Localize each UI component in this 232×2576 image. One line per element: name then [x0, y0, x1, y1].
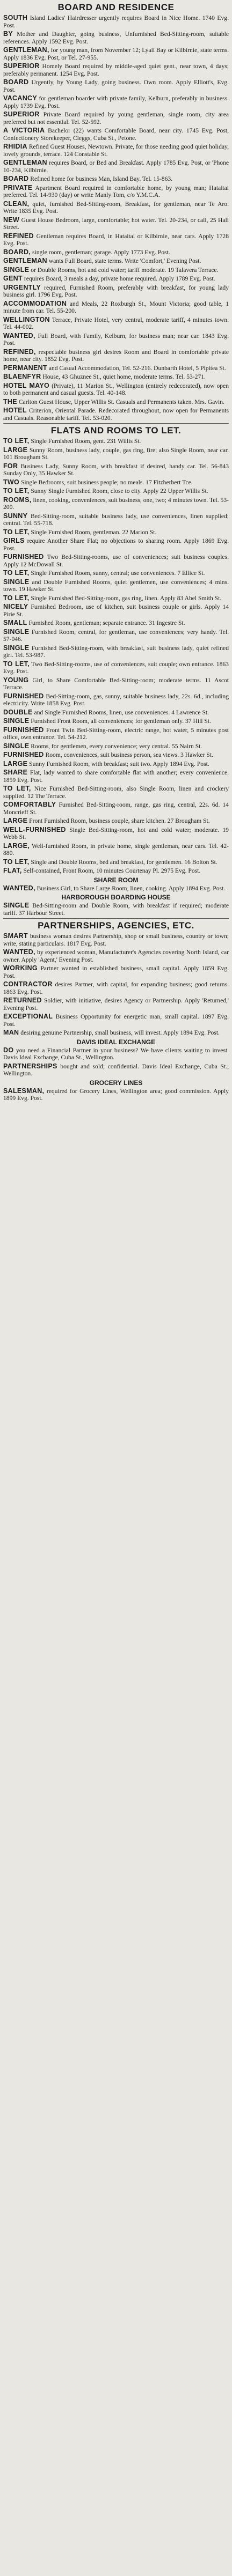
classified-ad	[3, 513, 229, 527]
ad-body: Bachelor (22) wants Comfortable Board, near city. 1745 Evg. Post, Confectionery Storekeeper, Cleggs, Cuba St., Petone.	[3, 127, 229, 142]
ad-lead-word: CLEAN,	[3, 200, 30, 208]
ad-body: quiet, furnished Bed-Sitting-room, Breakfast, for gentleman, near Te Aro. Write 1835 Evg. Post.	[3, 200, 229, 215]
ad-body: Business Lady, Sunny Room, with breakfast if desired, handy car. Tel. 56-843 Sunday Only, 35 Hawker St.	[3, 462, 229, 477]
ad-lead-word: TO LET,	[3, 594, 30, 602]
classified-ad	[3, 95, 229, 109]
ad-lead-word: BOARD	[3, 175, 29, 182]
section-davis	[3, 1038, 229, 1077]
ad-lead-word: LARGE,	[3, 842, 30, 850]
classified-ad	[3, 267, 229, 274]
ad-lead-word: SMART	[3, 932, 28, 940]
ad-list	[3, 438, 229, 875]
ad-body: and Casual Accommodation, Tel. 52-216. Dunbarth Hotel, 5 Pipitea St.	[48, 364, 226, 372]
ad-lead-word: MAN	[3, 1029, 19, 1036]
ad-body: Terrace, Private Hotel, very central, moderate tariff, 4 minutes town. Tel. 44-002.	[3, 316, 229, 330]
ad-lead-word: LARGE	[3, 817, 28, 824]
ad-body: Refined home for business Man, Island Bay. Tel. 15-863.	[30, 175, 173, 182]
classified-ad	[3, 727, 229, 741]
classified-ad	[3, 497, 229, 511]
ad-lead-word: BOARD,	[3, 248, 31, 256]
ad-lead-word: PERMANENT	[3, 364, 47, 372]
ad-lead-word: WELLINGTON	[3, 315, 50, 323]
classified-ad	[3, 1029, 229, 1037]
section-partnerships	[3, 920, 229, 1037]
classified-ad	[3, 661, 229, 675]
ad-lead-word: RHIDIA	[3, 143, 27, 150]
ad-list	[3, 14, 229, 422]
ad-body: Single and Double Rooms, bed and breakfast, for gentlemen. 16 Bolton St.	[31, 858, 218, 866]
classified-ad	[3, 111, 229, 126]
ad-body: single room, gentleman; garage. Apply 1773 Evg. Post.	[32, 248, 170, 256]
classified-ad	[3, 479, 229, 486]
ad-body: Full Board, with Family, Kelburn, for business man; near car. 1843 Evg. Post.	[3, 332, 229, 346]
ad-body: Single Bed-Sitting-room, hot and cold water; moderate. 19 Webb St.	[3, 826, 229, 840]
ad-lead-word: TO LET,	[3, 858, 30, 866]
classified-ad	[3, 619, 229, 627]
ad-body: Furnished Room, gentleman; separate entrance. 31 Ingestre St.	[28, 619, 185, 626]
classified-ad	[3, 257, 229, 265]
ad-lead-word: SOUTH	[3, 14, 28, 21]
ad-lead-word: BOARD	[3, 78, 29, 86]
ad-body: Single Furnished Room, sunny, central; use conveniences. 7 Ellice St.	[31, 570, 205, 577]
classified-ad	[3, 1063, 229, 1077]
ad-lead-word: FURNISHED	[3, 692, 44, 700]
ad-body: Refined Guest Houses, Newtown. Private, for those needing good quiet holiday, lovely grounds, terrace. 124 Constable St.	[3, 143, 229, 158]
classified-ad	[3, 645, 229, 659]
ad-body: Bed-Sitting-room, gas, sunny, suitable business lady, 22s. 6d., including electricity. Write 1858 Evg. Post.	[3, 692, 229, 707]
classified-ad	[3, 438, 229, 445]
ad-body: Business Girl, to Share Large Room, linen, cooking. Apply 1894 Evg. Post.	[37, 884, 226, 892]
classified-ad	[3, 127, 229, 142]
ad-body: Furnished Front Room, all conveniences; for gentleman only. 37 Hill St.	[31, 718, 211, 725]
classified-ad	[3, 843, 229, 857]
classified-ad	[3, 249, 229, 256]
ad-lead-word: HOTEL MAYO	[3, 381, 50, 389]
ad-body: Carlton Guest House, Upper Willis St. Casuals and Permanents taken. Mrs. Gavin.	[18, 398, 224, 405]
ad-body: required, Furnished Room, preferably with breakfast, for young lady business girl. 1796 Evg. Post.	[3, 284, 229, 298]
ad-body: bought and sold; confidential. Davis Ideal Exchange, Cuba St., Wellington.	[3, 1062, 229, 1077]
ad-lead-word: DO	[3, 1046, 14, 1054]
classified-ad	[3, 14, 229, 29]
ad-body: and Single Furnished Rooms, linen, use conveniences. 4 Lawrence St.	[34, 708, 209, 716]
ad-lead-word: SINGLE	[3, 265, 30, 274]
ad-lead-word: SINGLE	[3, 628, 30, 636]
ad-body: Rooms, for gentlemen, every convenience; very central. 55 Nairn St.	[31, 742, 202, 750]
ad-lead-word: TO LET,	[3, 487, 30, 494]
ad-lead-word: URGENTLY	[3, 283, 41, 291]
classified-ad	[3, 365, 229, 372]
ad-body: Single Furnished Bed-Sitting-room, gas ring, linen. Apply 83 Abel Smith St.	[31, 594, 222, 602]
ad-body: Mother and Daughter, going business, Unfurnished Bed-Sitting-room, suitable references. Apply 1592 Evg. Post.	[3, 31, 229, 45]
ad-body: (Private), 11 Marion St., Wellington (entirely redecorated), now open to both permanent and casual guests. Tel. 40-148.	[3, 382, 229, 396]
ad-lead-word: SINGLE	[3, 717, 30, 725]
classified-ad	[3, 529, 229, 536]
classified-ad	[3, 333, 229, 347]
section-heading: PARTNERSHIPS, AGENCIES, ETC.	[38, 920, 194, 931]
classified-ad	[3, 885, 229, 892]
classified-ad	[3, 1013, 229, 1028]
ad-lead-word: CONTRACTOR	[3, 980, 53, 988]
ad-lead-word: SINGLE	[3, 902, 30, 909]
ad-lead-word: REFINED,	[3, 348, 36, 356]
ad-body: Furnished Room, central, for gentleman, use conveniences; very handy. Tel. 57-046.	[3, 628, 229, 643]
ad-lead-word: TO LET,	[3, 569, 30, 577]
classified-ad	[3, 175, 229, 183]
ad-lead-word: YOUNG	[3, 676, 29, 684]
classified-ad	[3, 463, 229, 477]
classified-ad	[3, 79, 229, 93]
classified-ad	[3, 217, 229, 231]
classified-ad	[3, 275, 229, 283]
ad-lead-word: TO LET,	[3, 437, 30, 445]
ad-body: Sunny Single Furnished Room, close to city. Apply 22 Upper Willis St.	[31, 488, 208, 494]
classified-ad	[3, 349, 229, 363]
classified-ad	[3, 284, 229, 299]
ad-lead-word: LARGE	[3, 759, 28, 767]
ad-body: Flat, lady wanted to share comfortable flat with another; every convenience. 1859 Evg. Post.	[3, 769, 229, 784]
ad-body: and Double Furnished Rooms, quiet gentlemen, use conveniences; 4 mins. town. 19 Hawker St.	[3, 578, 229, 593]
ad-body: for gentleman boarder with private family, Kelburn, preferably in business. Apply 1739 Evg. Post.	[3, 95, 229, 109]
ad-body: Front Furnished Room, business couple, share kitchen. 27 Brougham St.	[29, 817, 210, 824]
ad-lead-word: SUNNY	[3, 512, 28, 520]
classified-ad	[3, 949, 229, 963]
ad-body: Partner wanted in established business, small capital. Apply 1859 Evg. Post.	[3, 965, 229, 979]
ad-lead-word: WANTED,	[3, 884, 35, 892]
ad-body: Gentleman requires Board, in Hataitai or Kilbirnie, near cars. Apply 1728 Evg. Post.	[3, 232, 229, 247]
ad-lead-word: PARTNERSHIPS	[3, 1062, 57, 1070]
classified-ad	[3, 629, 229, 643]
classified-ad	[3, 159, 229, 174]
sub-heading: SHARE ROOM	[93, 876, 139, 884]
classified-ad	[3, 769, 229, 784]
ad-lead-word: FURNISHED	[3, 553, 44, 560]
classified-ad	[3, 1088, 229, 1102]
ad-lead-word: GIRLS	[3, 537, 25, 544]
ad-list	[3, 933, 229, 1037]
section-divider	[3, 423, 229, 424]
classified-ad	[3, 867, 229, 875]
ad-lead-word: EXCEPTIONAL	[3, 1013, 53, 1020]
classified-ad	[3, 398, 229, 406]
ad-lead-word: SINGLE	[3, 742, 30, 750]
ad-body: Apartment Board required in comfortable home, by young man; Hataitai preferred. Tel. 14-930 (day) or write Manly Tom, c/o Y.M.C.A.	[3, 184, 229, 198]
classified-ad	[3, 933, 229, 947]
ad-body: Bed-Sitting-room, suitable business lady, use conveniences, linen supplied; central. Tel. 55-718.	[3, 512, 229, 527]
ad-lead-word: RETURNED	[3, 997, 42, 1004]
sub-heading: DAVIS IDEAL EXCHANGE	[76, 1038, 156, 1046]
ad-body: requires Board, or Bed and Breakfast. Apply 1785 Evg. Post, or 'Phone 10-234, Kilbirnie.	[3, 159, 229, 174]
classified-ad	[3, 595, 229, 602]
ad-body: Room, conveniences, suit business person, sea views. 3 Hawker St.	[45, 751, 213, 758]
ad-body: Two Bed-Sitting-rooms, use of conveniences, suit couple; own entrance. 1863 Evg. Post.	[3, 660, 229, 675]
ad-body: require Another Share Flat; no objections to sharing room. Apply 1869 Evg. Post.	[3, 537, 229, 552]
ad-body: or Double Rooms, hot and cold water; tariff moderate. 19 Talavera Terrace.	[31, 266, 219, 274]
ad-lead-word: NICELY	[3, 603, 28, 610]
ad-body: Business Opportunity for energetic man, small capital. 1897 Evg. Post.	[3, 1013, 229, 1028]
classified-ad	[3, 751, 229, 759]
ad-lead-word: FLAT,	[3, 867, 22, 874]
ad-lead-word: WORKING	[3, 964, 38, 972]
ad-lead-word: WANTED,	[3, 331, 35, 339]
classified-ad	[3, 902, 229, 917]
classified-ad	[3, 579, 229, 593]
ad-body: wants Full Board, state terms. Write 'Comfort,' Evening Post.	[48, 257, 201, 264]
classified-ad	[3, 233, 229, 247]
ad-body: Soldier, with initiative, desires Agency or Partnership. Apply 'Returned,' Evening Post.	[3, 997, 229, 1012]
classified-ad	[3, 965, 229, 979]
ad-body: Self-contained, Front Room, 10 minutes Courtenay Pl. 2975 Evg. Post.	[23, 867, 201, 874]
section-motel	[3, 894, 229, 917]
classified-ad	[3, 537, 229, 552]
section-share	[3, 876, 229, 892]
ad-lead-word: COMFORTABLY	[3, 801, 56, 808]
ad-body: required for Grocery Lines, Wellington area; good commission. Apply 1899 Evg. Post.	[3, 1087, 229, 1102]
classified-ad	[3, 709, 229, 717]
ad-lead-word: GENT	[3, 275, 23, 282]
classified-ad	[3, 201, 229, 215]
ad-lead-word: WANTED,	[3, 948, 35, 956]
ad-body: Single Furnished Room, gent. 231 Willis St.	[31, 438, 141, 445]
ad-body: desiring genuine Partnership, small business, will invest. Apply 1894 Evg. Post.	[20, 1029, 220, 1036]
ad-lead-word: A VICTORIA	[3, 127, 45, 134]
ad-body: for young man, from November 12; Lyall Bay or Kilbirnie, state terms. Apply 1836 Evg. Post, or Tel. 27-955.	[3, 47, 229, 61]
ad-body: Well-furnished Room, in private home, single gentleman, near cars. Tel. 42-880.	[3, 842, 229, 857]
ad-lead-word: PRIVATE	[3, 183, 33, 191]
ad-lead-word: BY	[3, 30, 13, 38]
ad-body: Front Twin Bed-Sitting-room, electric range, hot water, 5 minutes post office, own entrance. Tel. 54-212.	[3, 726, 229, 741]
sub-heading: HARBOROUGH BOARDING HOUSE	[61, 894, 171, 901]
ad-lead-word: TO LET,	[3, 785, 31, 792]
ad-body: Furnished Bedroom, use of kitchen, suit business couple or girls. Apply 14 Pirie St.	[3, 603, 229, 618]
ad-lead-word: HOTEL	[3, 407, 27, 414]
ad-body: business woman desires Partnership, shop or small business, country or town; write, stating particulars. 1817 Evg. Post.	[3, 933, 229, 947]
classified-ad	[3, 143, 229, 158]
ad-body: linen, cooking, conveniences, suit business, one, two; 4 minutes town. Tel. 53-200.	[3, 496, 229, 511]
classified-ad	[3, 373, 229, 381]
section-heading: BOARD AND RESIDENCE	[57, 2, 175, 12]
ad-body: and Meals, 22 Roxburgh St., Mount Victoria; good table, 1 minute from car. Tel. 55-200.	[3, 300, 229, 314]
section-grocery	[3, 1079, 229, 1102]
ad-body: Single Furnished Room, gentleman. 22 Marion St.	[31, 528, 157, 536]
classified-ad	[3, 47, 229, 61]
ad-body: Girl, to Share Comfortable Bed-Sitting-room; moderate terms. 11 Ascot Terrace.	[3, 676, 229, 691]
ad-lead-word: NEW	[3, 216, 20, 224]
ad-lead-word: TO LET,	[3, 660, 30, 668]
ad-body: you need a Financial Partner in your business? We have clients waiting to invest. Davis Ideal Exchange, Cuba St., Wellington.	[3, 1046, 229, 1061]
ad-lead-word: LARGE	[3, 446, 28, 454]
ad-body: Bed-Sitting-room and Double Room, with breakfast if required; moderate tariff. 37 Harbour Street.	[3, 902, 229, 917]
ad-lead-word: THE	[3, 397, 17, 405]
classified-ad	[3, 316, 229, 331]
classified-ad	[3, 553, 229, 568]
classified-ad	[3, 184, 229, 199]
classified-ad	[3, 859, 229, 866]
ad-list	[3, 902, 229, 917]
classified-ad	[3, 447, 229, 461]
section-board	[3, 2, 229, 422]
classified-ad	[3, 981, 229, 995]
ad-body: Guest House Bedroom, large, comfortable; hot water. Tel. 20-234, or call, 25 Hall Street.	[3, 216, 229, 231]
ad-lead-word: FURNISHED	[3, 726, 44, 734]
ad-lead-word: SUPERIOR	[3, 110, 40, 118]
sub-heading: GROCERY LINES	[89, 1079, 143, 1087]
ad-body: Sunny Furnished Room, with breakfast; suit two. Apply 1894 Evg. Post.	[29, 760, 209, 767]
ad-lead-word: TO LET,	[3, 528, 30, 536]
ad-list	[3, 885, 229, 892]
classified-ad	[3, 677, 229, 691]
classified-ad	[3, 382, 229, 397]
ad-lead-word: SMALL	[3, 619, 27, 626]
classified-ad	[3, 31, 229, 45]
ad-lead-word: GENTLEMAN,	[3, 46, 49, 54]
ad-lead-word: ROOMS,	[3, 496, 32, 504]
ad-body: House, 43 Ghuznee St., quiet home, moderate terms. Tel. 53-271.	[42, 373, 206, 380]
classified-ad	[3, 761, 229, 768]
ad-lead-word: SINGLE	[3, 644, 30, 652]
classified-ad	[3, 63, 229, 77]
ad-lead-word: ACCOMMODATION	[3, 299, 67, 307]
ad-body: Island Ladies' Hairdresser urgently requires Board in Nice Home. 1740 Evg. Post.	[3, 14, 229, 29]
classified-ad	[3, 718, 229, 725]
ad-body: desires Partner, with capital, for expanding business; good returns. 1863 Evg. Post.	[3, 981, 229, 995]
ad-list	[3, 1088, 229, 1102]
section-heading: FLATS AND ROOMS TO LET.	[50, 425, 182, 436]
ad-body: Criterion, Oriental Parade. Redecorated throughout, now open for Permanents and Casuals. Reasonable tariff. Tel. 53-020.	[3, 407, 229, 422]
ad-body: by experienced woman, Manufacturer's Agencies covering North Island, car owner. Apply 'Agent,' Evening Post.	[3, 949, 229, 963]
ad-body: Homely Board required by middle-aged quiet gent., near town, 4 days; preferably permanent. 1254 Evg. Post.	[3, 63, 229, 77]
ad-lead-word: TWO	[3, 478, 20, 486]
ad-body: Sunny Room, business lady, couple, gas ring, fire; also Single Room, near car. 101 Brougham St.	[3, 446, 229, 461]
ad-body: Single Bedrooms, suit business people; no meals. 17 Fitzherbert Tce.	[20, 478, 193, 486]
classified-ad	[3, 801, 229, 816]
ad-lead-word: DOUBLE	[3, 708, 33, 716]
classified-ad	[3, 826, 229, 841]
classified-ad	[3, 693, 229, 707]
ad-lead-word: SHARE	[3, 769, 28, 776]
section-flats	[3, 425, 229, 875]
ad-lead-word: GENTLEMAN	[3, 257, 47, 264]
classified-ad	[3, 603, 229, 618]
ad-body: Urgently, by Young Lady, going business. Own room. Apply Elliott's, Evg. Post.	[3, 79, 229, 93]
classified-ad	[3, 817, 229, 825]
ad-lead-word: GENTLEMAN	[3, 159, 47, 166]
classified-ad	[3, 785, 229, 800]
classified-ad	[3, 488, 229, 495]
ad-body: respectable business girl desires Room and Board in comfortable private home, near city. 1852 Evg. Post.	[3, 348, 229, 363]
classified-ad	[3, 743, 229, 750]
ad-body: requires Board, 3 meals a day, private home required. Apply 1789 Evg. Post.	[24, 275, 215, 282]
ad-lead-word: VACANCY	[3, 94, 37, 102]
ad-lead-word: BLAENFYR	[3, 373, 41, 380]
ad-body: Two Bed-Sitting-rooms, use of conveniences; suit business couples. Apply 12 McDowall St.	[3, 553, 229, 568]
ad-lead-word: WELL-FURNISHED	[3, 825, 66, 833]
classified-ad	[3, 997, 229, 1012]
ad-body: Private Board required by young gentleman, single room, city area preferred but not essential. Tel. 52-592.	[3, 111, 229, 126]
ad-body: Nice Furnished Bed-Sitting-room, also Single Room, linen and crockery supplied. 12 The Terrace.	[3, 785, 229, 800]
classified-ad	[3, 300, 229, 315]
ad-lead-word: FOR	[3, 462, 18, 470]
ad-body: Furnished Bed-Sitting-room, with breakfast, suit business lady, quiet refined girl. Tel. 53-987.	[3, 644, 229, 659]
classified-ad	[3, 1047, 229, 1061]
classified-ad	[3, 407, 229, 422]
ad-lead-word: REFINED	[3, 232, 34, 240]
classified-ad	[3, 570, 229, 577]
ad-lead-word: SALESMAN,	[3, 1087, 45, 1095]
ad-lead-word: FURNISHED	[3, 751, 44, 758]
ad-list	[3, 1047, 229, 1077]
ad-lead-word: SUPERIOR	[3, 62, 40, 70]
ad-lead-word: SINGLE	[3, 578, 30, 586]
section-divider	[3, 918, 229, 919]
ad-body: Furnished Bed-Sitting-room, range, gas ring, central, 22s. 6d. 14 Moncrieff St.	[3, 801, 229, 816]
